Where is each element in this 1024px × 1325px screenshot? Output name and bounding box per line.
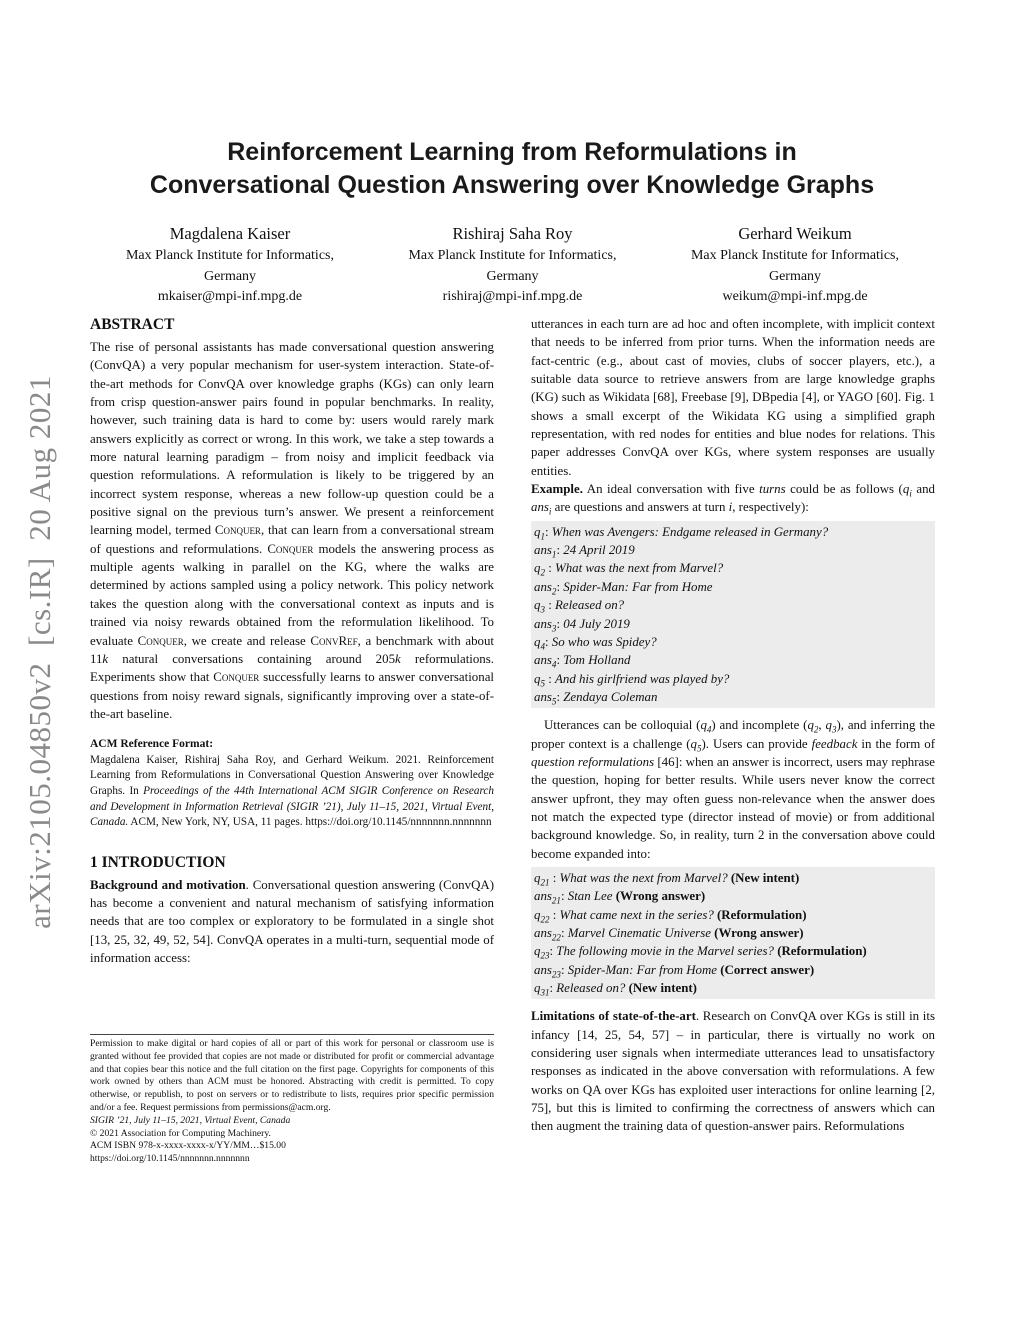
text-segment: ans <box>534 543 552 558</box>
limitations-paragraph <box>531 1007 935 1135</box>
introduction-paragraph <box>90 876 494 968</box>
dialogue-line <box>534 924 932 942</box>
text-segment: : <box>556 616 564 631</box>
text-segment: The following movie in the Marvel series? <box>556 944 774 959</box>
text-segment: What was the next from Marvel? <box>559 870 728 885</box>
paper-title <box>0 136 1024 202</box>
dialogue-line <box>534 651 932 669</box>
title-line-2: Conversational Question Answering over Knowledge Graphs <box>149 171 875 199</box>
text-segment: (New intent) <box>625 981 697 996</box>
text-segment: i <box>728 500 733 515</box>
text-segment: : <box>549 981 557 996</box>
text-segment: ans <box>534 689 552 704</box>
text-segment: 5 <box>551 696 557 707</box>
dialogue-line <box>534 578 932 596</box>
text-segment: 24 April 2019 <box>563 543 635 558</box>
dialogue-line <box>534 633 932 651</box>
text-segment: 4 <box>706 724 712 735</box>
author-affiliation: Max Planck Institute for Informatics, <box>690 248 899 263</box>
intro-continuation-paragraph <box>531 315 935 480</box>
text-segment: Zendaya Coleman <box>563 689 658 704</box>
text-segment: 2 <box>540 568 545 579</box>
text-segment: 4 <box>540 641 545 652</box>
author-country: Germany <box>203 268 257 284</box>
abstract-heading: ABSTRACT <box>90 316 175 333</box>
text-segment: models the answering process as multiple agents walking in parallel on the KG, where the walks are determined by actions sampled using a policy network. This policy network takes the question along with the conversational context as inputs and is trained via noisy rewards obtained from the reformulation likelihood. To evaluate <box>90 541 494 648</box>
text-segment: : <box>544 524 552 539</box>
text-segment: successfully learns to answer conversational questions from noisy reward signals, significantly improving over a state-of-the-art baseline. <box>90 670 494 721</box>
text-segment: 2 <box>813 724 819 735</box>
dialogue-line <box>534 961 932 979</box>
author-email[interactable]: rishiraj@mpi-inf.mpg.de <box>442 289 583 304</box>
text-segment: 3 <box>540 604 545 615</box>
text-segment: (Correct answer) <box>717 962 815 977</box>
text-segment: 22 <box>551 932 561 943</box>
text-segment: Conquer <box>267 541 314 556</box>
text-segment: (Reformulation) <box>713 907 807 922</box>
left-column <box>90 315 494 968</box>
text-segment: : <box>549 907 560 922</box>
text-segment: q <box>534 561 541 576</box>
text-segment: q <box>534 671 541 686</box>
dialogue-line <box>534 559 932 577</box>
author-email[interactable]: mkaiser@mpi-inf.mpg.de <box>157 289 303 304</box>
author-country: Germany <box>486 268 539 284</box>
text-segment: ans <box>534 926 552 940</box>
text-segment: . Conversational question answering (ConvQA) has become a convenient and natural mechanism of satisfying information needs that are too complex or exploratory to be formulated in a single shot [13, 25, 32, 49, 52, 54]. ConvQA operates in a multi-turn, sequential mode of information access: <box>90 877 494 966</box>
text-segment: 04 July 2019 <box>563 616 630 631</box>
text-segment: in the form of <box>857 736 935 751</box>
text-segment: . Research on ConvQA over KGs is still in its infancy [14, 25, 54, 57] – in particular, there is virtually no work on considering user signals when intermediate utterances lead to unsatisfactory responses as indicated in the above conversation with reformulations. A few works on QA over KGs has exploited user interactions for online learning [2, 75], but this is limited to confirming the correctness of answers which can then augment the training data of question-answer pairs. Reformulations <box>531 1009 935 1134</box>
text-segment: Background and motivation <box>90 877 246 892</box>
text-segment: ans <box>531 500 549 515</box>
text-segment: q <box>534 634 541 649</box>
text-segment: : <box>544 671 555 686</box>
text-segment: The rise of personal assistants has made conversational question answering (ConvQA) a very popular mechanism for user-system interaction. State-of-the-art methods for ConvQA over knowledge graphs (KGs) can only learn from crisp question-answer pairs found in popular benchmarks. In reality, however, such training data is hard to come by: users would rarely mark answers explicitly as correct or wrong. In this work, we take a step towards a more natural learning paradigm – from noisy and implicit feedback via question reformulations. A reformulation is likely to be triggered by an incorrect system response, whereas a new follow-up question could be a positive signal on the previous turn’s answer. We present a reinforcement learning model, termed <box>90 340 494 538</box>
text-segment: , that can learn from a conversational stream of questions and reformulations. <box>90 523 494 556</box>
text-segment: : <box>560 889 568 904</box>
dialogue-line <box>534 887 932 905</box>
dialogue-line <box>534 869 932 887</box>
text-segment: Spider-Man: Far from Home <box>567 962 718 977</box>
text-segment: : <box>544 634 552 649</box>
text-segment: , respectively): <box>732 500 809 515</box>
text-segment: 2 <box>551 586 557 597</box>
text-segment: ans <box>534 962 552 977</box>
text-segment: What came next in the series? <box>559 907 714 922</box>
text-segment: 1 <box>540 531 545 542</box>
text-segment: q <box>902 482 910 497</box>
text-segment: natural conversations containing around 205 <box>108 651 396 666</box>
text-segment: (Reformulation) <box>773 944 867 959</box>
text-segment: 5 <box>540 678 545 689</box>
text-segment: reformulations. Experiments show that <box>90 651 494 685</box>
text-segment: When was Avengers: Endgame released in Germany? <box>551 524 829 539</box>
text-segment: 23 <box>551 969 561 980</box>
text-segment: : <box>556 653 564 668</box>
text-segment: Released on? <box>556 981 626 996</box>
text-segment: , a benchmark with about 11 <box>90 633 495 666</box>
text-segment: : <box>556 579 564 594</box>
text-segment: ans <box>534 889 552 904</box>
text-segment: ans <box>534 653 552 668</box>
doi-line[interactable]: https://doi.org/10.1145/nnnnnnn.nnnnnnn <box>90 1153 250 1165</box>
text-segment: q <box>534 907 541 922</box>
text-segment: , we create and release <box>183 633 311 648</box>
introduction-heading: 1 INTRODUCTION <box>90 853 226 871</box>
text-segment: 1 <box>551 549 557 560</box>
acm-reference-text <box>90 753 494 831</box>
text-segment: 4 <box>551 659 557 670</box>
reformulation-paragraph <box>531 716 935 863</box>
author-name: Magdalena Kaiser <box>169 224 291 243</box>
text-segment: Released on? <box>555 598 625 613</box>
author-block <box>90 222 935 308</box>
text-segment: q <box>534 870 541 885</box>
right-column <box>531 315 935 1136</box>
text-segment: (Wrong answer) <box>710 926 804 940</box>
text-segment: ). Users can provide <box>701 736 812 751</box>
text-segment: Conquer <box>214 523 261 538</box>
text-segment: q <box>690 736 697 751</box>
text-segment: : <box>560 962 568 977</box>
text-segment: : <box>544 598 555 613</box>
text-segment: 5 <box>697 743 702 754</box>
text-segment: could be as follows ( <box>785 482 903 497</box>
acm-reference-format <box>90 737 494 831</box>
text-segment: q <box>807 718 814 733</box>
text-segment: 22 <box>540 914 550 925</box>
text-segment: ), and inferring the proper context is a challenge ( <box>531 718 935 751</box>
text-segment: and <box>911 482 935 497</box>
text-segment: , <box>818 718 826 733</box>
text-segment: Marvel Cinematic Universe <box>567 926 711 940</box>
author-1 <box>90 222 370 308</box>
text-segment: : <box>549 944 557 959</box>
text-segment: are questions and answers at turn <box>551 500 729 515</box>
abstract-body <box>90 338 494 723</box>
text-segment: 3 <box>551 623 557 634</box>
text-segment: i <box>909 488 912 499</box>
text-segment: q <box>534 598 541 613</box>
copyright-footnote <box>90 1034 494 1166</box>
text-segment: q <box>534 524 541 539</box>
text-segment: i <box>548 507 552 518</box>
text-segment: So who was Spidey? <box>551 634 657 649</box>
text-segment: Utterances can be colloquial ( <box>544 718 701 733</box>
arxiv-identifier-stamp: arXiv:2105.04850v2 [cs.IR] 20 Aug 2021 <box>22 375 57 929</box>
text-segment: (New intent) <box>727 870 800 885</box>
text-segment: Tom Holland <box>563 653 631 668</box>
text-segment: An ideal conversation with five <box>582 482 760 497</box>
text-segment: : <box>544 561 555 576</box>
author-country: Germany <box>768 268 822 284</box>
acm-reference-heading: ACM Reference Format: <box>90 738 214 751</box>
dialogue-line <box>534 523 932 541</box>
text-segment: ans <box>534 579 552 594</box>
author-name: Rishiraj Saha Roy <box>452 224 573 243</box>
example-conversation-box <box>531 521 935 708</box>
expanded-conversation-box <box>531 867 935 999</box>
author-email[interactable]: weikum@mpi-inf.mpg.de <box>722 289 868 304</box>
text-segment: Proceedings of the 44th International ACM SIGIR Conference on Research and Development in Information Retrieval (SIGIR ’21), July 11–15, 2021, Virtual Event, Canada. <box>90 785 494 829</box>
text-segment: q <box>534 981 541 996</box>
text-segment: : <box>560 926 568 940</box>
text-segment: Example. <box>531 482 583 497</box>
author-affiliation: Max Planck Institute for Informatics, <box>408 248 617 263</box>
venue-line: SIGIR ’21, July 11–15, 2021, Virtual Event, Canada <box>90 1114 291 1126</box>
text-segment: k <box>102 651 109 666</box>
text-segment: feedback <box>811 736 858 751</box>
example-paragraph <box>531 480 935 517</box>
dialogue-line <box>534 596 932 614</box>
text-segment: : <box>549 870 560 885</box>
text-segment: turns <box>759 482 786 497</box>
dialogue-line <box>534 906 932 924</box>
text-segment: : <box>556 543 564 558</box>
author-3 <box>655 222 935 308</box>
text-segment: Conquer <box>213 670 260 685</box>
text-segment: Limitations of state-of-the-art <box>531 1009 696 1024</box>
isbn-line: ACM ISBN 978-x-xxxx-xxxx-x/YY/MM…$15.00 <box>90 1140 286 1152</box>
dialogue-line <box>534 615 932 633</box>
title-line-1: Reinforcement Learning from Reformulations in <box>227 138 797 166</box>
text-segment: q <box>534 944 541 959</box>
text-segment: [46]: when an answer is incorrect, users may rephrase the question, hoping for better results. While users never know the correct answer upfront, they may often guess non-relevance when the answer does not match the expected type (director instead of movie) or from additional background knowledge. So, in reality, turn 2 in the conversation above could become expanded into: <box>531 754 935 861</box>
copyright-line: © 2021 Association for Computing Machinery. <box>90 1127 271 1139</box>
text-segment: What was the next from Marvel? <box>555 561 724 576</box>
text-segment: Magdalena Kaiser, Rishiraj Saha Roy, and Gerhard Weikum. 2021. Reinforcement Learning from Reformulations in Conversational Question Answering over Knowledge Graphs. In <box>90 753 494 797</box>
text-segment: ) and incomplete ( <box>711 718 808 733</box>
text-segment: q <box>700 718 707 733</box>
text-segment: k <box>395 651 401 666</box>
text-segment: Stan Lee <box>567 889 613 904</box>
text-segment: Spider-Man: Far from Home <box>563 579 713 594</box>
author-2 <box>373 222 653 308</box>
text-segment: 23 <box>540 950 550 961</box>
text-segment: utterances in each turn are ad hoc and often incomplete, with implicit context that needs to be inferred from prior turns. When the information needs are fact-centric (e.g., about cast of movies, clubs of soccer players, etc.), a suitable data source to retrieve answers from are large knowledge graphs (KG) such as Wikidata [68], Freebase [9], DBpedia [4], or YAGO [60]. Fig. 1 shows a small excerpt of the Wikidata KG using a simplified graph representation, with red nodes for entities and blue nodes for relations. This paper addresses ConvQA over KGs, where system responses are usually entities. <box>531 317 935 478</box>
author-name: Gerhard Weikum <box>738 224 852 243</box>
dialogue-line <box>534 942 932 960</box>
text-segment: 31 <box>540 987 550 998</box>
text-segment: 3 <box>831 724 837 735</box>
text-segment: Conquer <box>137 633 184 648</box>
text-segment: And his girlfriend was played by? <box>555 671 730 686</box>
text-segment: q <box>825 718 832 733</box>
permission-notice: Permission to make digital or hard copies of all or part of this work for personal or classroom use is granted without fee provided that copies are not made or distributed for profit or commercial advantage and that copies bear this notice and the full citation on the first page. Copyrights for components of this work owned by others than ACM must be honored. Abstracting with credit is permitted. To copy otherwise, or republish, to post on servers or to redistribute to lists, requires prior specific permission and/or a fee. Request permissions from permissions@acm.org. <box>90 1038 494 1113</box>
text-segment: ACM, New York, NY, USA, 11 pages. https://doi.org/10.1145/nnnnnnn.nnnnnnn <box>128 816 492 829</box>
dialogue-line <box>534 670 932 688</box>
author-affiliation: Max Planck Institute for Informatics, <box>125 248 334 263</box>
text-segment: question reformulations <box>531 754 655 769</box>
dialogue-line <box>534 979 932 997</box>
text-segment: 21 <box>551 895 561 906</box>
dialogue-line <box>534 688 932 706</box>
dialogue-line <box>534 541 932 559</box>
text-segment: ConvRef <box>310 633 358 648</box>
text-segment: ans <box>534 616 552 631</box>
text-segment: 21 <box>540 877 550 888</box>
text-segment: : <box>556 689 564 704</box>
text-segment: (Wrong answer) <box>612 889 706 904</box>
